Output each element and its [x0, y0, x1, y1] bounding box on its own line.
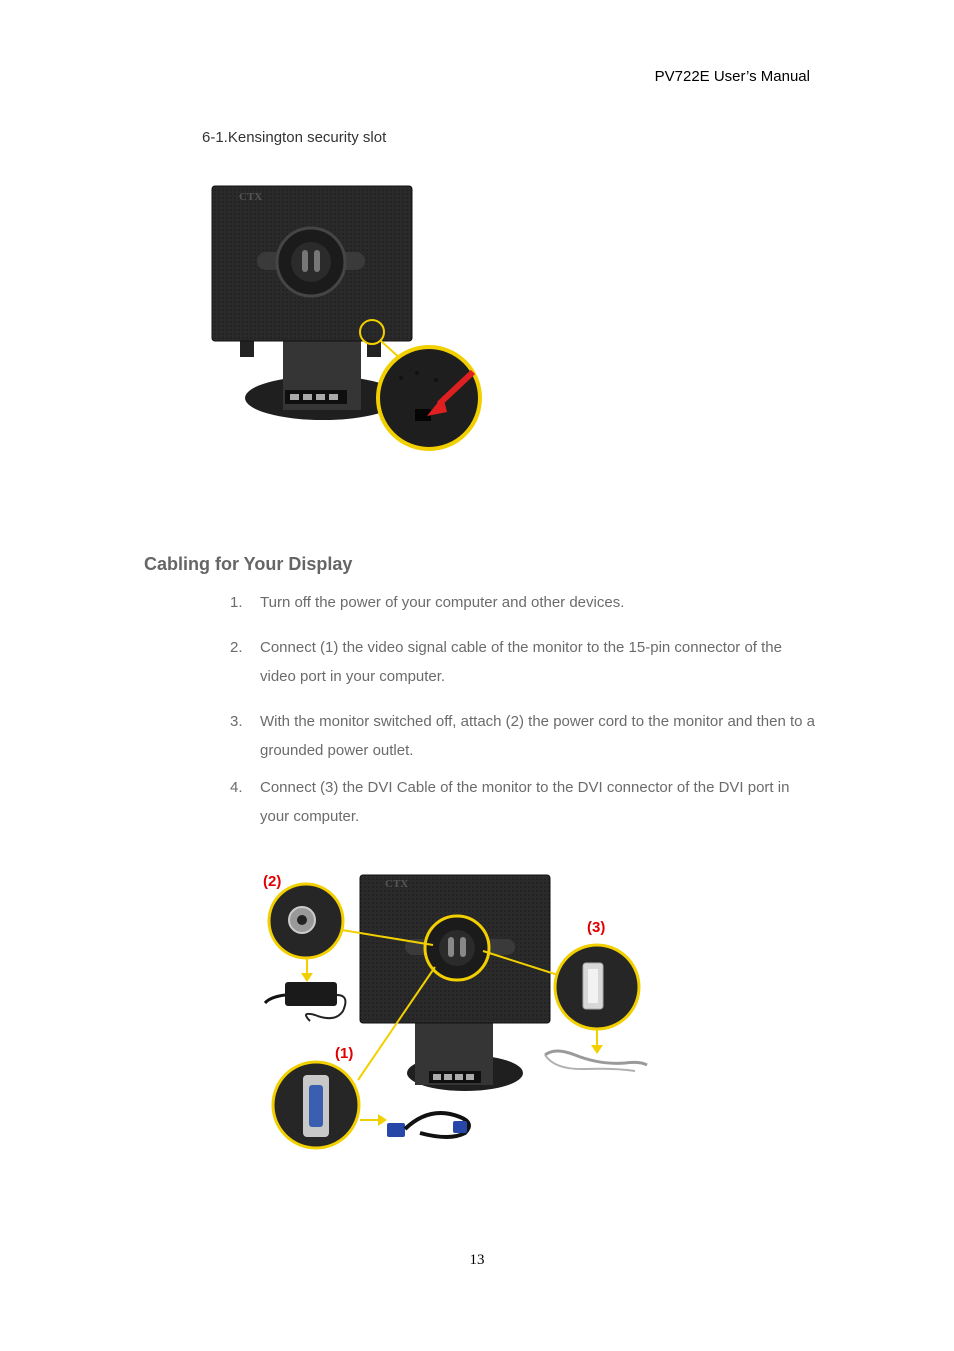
step-item	[230, 707, 820, 765]
running-header: PV722E User’s Manual	[654, 68, 810, 85]
step-text: Connect (3) the DVI Cable of the monitor to the DVI connector of the DVI port in your computer.	[260, 779, 790, 825]
power-adapter-image	[265, 982, 345, 1021]
dvi-label: (3)	[587, 919, 606, 936]
monitor-back-image	[360, 875, 550, 1091]
subsection-title: 6-1.Kensington security slot	[202, 129, 387, 146]
section-heading: Cabling for Your Display	[144, 554, 353, 574]
vga-label: (1)	[335, 1045, 354, 1062]
brand-mark: CTX	[385, 878, 409, 890]
cabling-figure	[255, 865, 655, 1160]
brand-mark: CTX	[239, 191, 263, 203]
dvi-cable-image	[545, 1051, 647, 1071]
power-label: (2)	[263, 873, 282, 890]
kensington-figure	[205, 180, 495, 460]
step-text: Connect (1) the video signal cable of the monitor to the 15-pin connector of the video port in your computer.	[260, 639, 782, 685]
step-item	[230, 633, 820, 691]
step-number: 2.	[230, 639, 243, 656]
step-number: 3.	[230, 713, 243, 730]
step-item	[230, 773, 820, 831]
step-item	[230, 588, 820, 617]
vga-connector-callout	[273, 1062, 359, 1148]
dvi-connector-callout	[555, 945, 639, 1029]
step-number: 1.	[230, 594, 243, 611]
page-number: 13	[469, 1252, 485, 1268]
slot-zoom-callout	[378, 347, 480, 449]
power-connector-callout	[269, 884, 343, 958]
step-text: Turn off the power of your computer and other devices.	[260, 594, 625, 611]
vga-cable-image	[387, 1113, 469, 1137]
step-text: With the monitor switched off, attach (2) the power cord to the monitor and then to a grounded power outlet.	[260, 713, 816, 759]
step-number: 4.	[230, 779, 243, 796]
